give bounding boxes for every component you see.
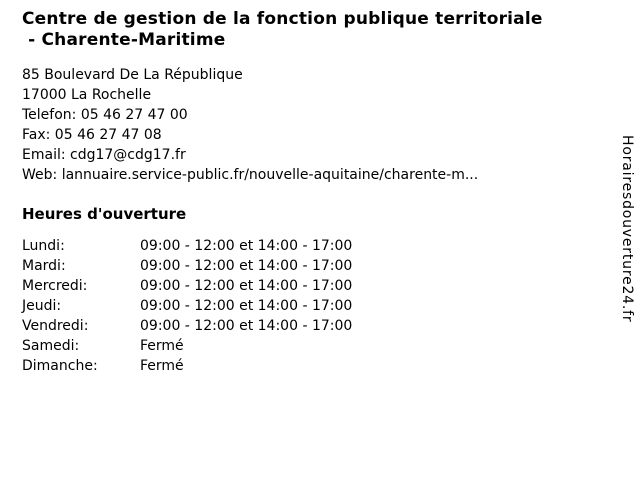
opening-hours-table [22, 236, 640, 376]
page-title-line1: Centre de gestion de la fonction publique territoriale [22, 9, 543, 29]
day-label: Jeudi: [22, 298, 62, 314]
time-value: 09:00 - 12:00 et 14:00 - 17:00 [140, 258, 353, 274]
contact-info [22, 65, 640, 185]
address-line-city: 17000 La Rochelle [22, 87, 152, 103]
fax-line: Fax: 05 46 27 47 08 [22, 127, 162, 143]
table-row [22, 296, 640, 316]
day-label: Lundi: [22, 238, 65, 254]
day-label: Dimanche: [22, 358, 98, 374]
day-label: Mardi: [22, 258, 66, 274]
time-value: Fermé [140, 338, 184, 354]
address-line-street: 85 Boulevard De La République [22, 67, 243, 83]
web-line: Web: lannuaire.service-public.fr/nouvelle-aquitaine/charente-m... [22, 167, 479, 183]
time-value: 09:00 - 12:00 et 14:00 - 17:00 [140, 278, 353, 294]
time-value: 09:00 - 12:00 et 14:00 - 17:00 [140, 298, 353, 314]
table-row [22, 256, 640, 276]
table-row [22, 236, 640, 256]
table-row [22, 356, 640, 376]
opening-hours-heading: Heures d'ouverture [22, 205, 187, 223]
email-line: Email: cdg17@cdg17.fr [22, 147, 186, 163]
time-value: Fermé [140, 358, 184, 374]
time-value: 09:00 - 12:00 et 14:00 - 17:00 [140, 318, 353, 334]
page-title [22, 9, 640, 51]
day-label: Samedi: [22, 338, 80, 354]
table-row [22, 336, 640, 356]
page-title-line2: - Charente-Maritime [22, 30, 226, 50]
phone-line: Telefon: 05 46 27 47 00 [22, 107, 188, 123]
table-row [22, 276, 640, 296]
table-row [22, 316, 640, 336]
time-value: 09:00 - 12:00 et 14:00 - 17:00 [140, 238, 353, 254]
watermark-brand: Horairesdouverture24.fr [619, 135, 635, 323]
day-label: Vendredi: [22, 318, 89, 334]
day-label: Mercredi: [22, 278, 88, 294]
